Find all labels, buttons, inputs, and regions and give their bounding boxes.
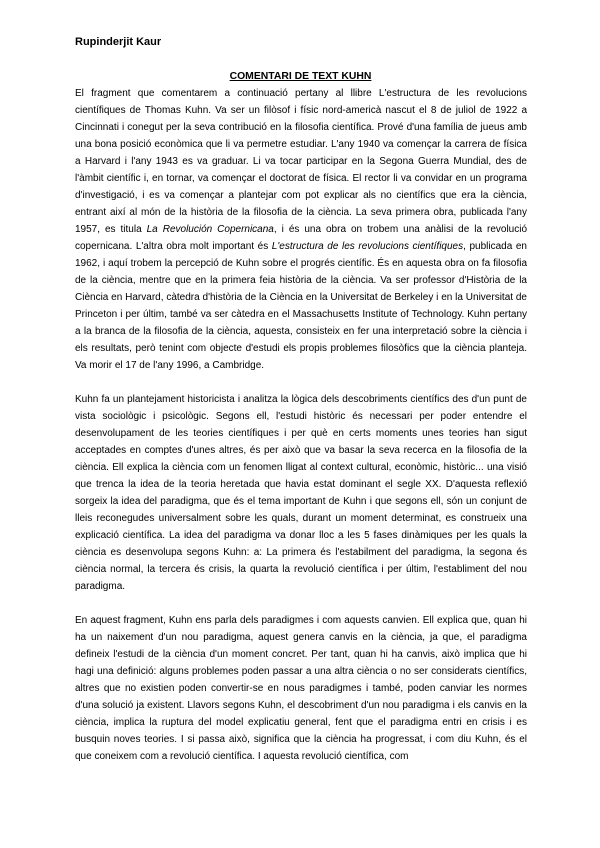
book-title-revolucion-copernicana: La Revolución Copernicana [146,224,274,235]
paragraph-1-text-c: , publicada en 1962, i aquí trobem la percepció de Kuhn sobre el progrés científic. És en aquesta obra on fa filosofia de la ciència, mentre que en la primera feia història de la ciència. Va ser professor d'Història de la Ciència en Harvard, càtedra d'història de la Ciència en la Universitat de Berkeley i en la Universitat de Princeton i per últim, també va ser càtedra en el Massachusetts Institute of Technology. Kuhn pertany a la branca de la filosofia de la ciència, aquesta, consisteix en fer una interpretació sobre la ciència i els resultats, però tenint com objecte d'estudi els propis problemes filosòfics que la ciència planteja. Va morir el 17 de l'any 1996, a Cambridge. [75,241,527,371]
paragraph-1-text-a: El fragment que comentarem a continuació pertany al llibre L'estructura de les revolucions científiques de Thomas Kuhn. Va ser un filòsof i físic nord-americà nascut el 8 de juliol de 1922 a Cincinnati i conegut per la seva contribució en la filosofia científica. Prové d'una família de jueus amb una bona posició econòmica que li va permetre estudiar. L'any 1940 va començar la carrera de física a Harvard i l'any 1943 es va graduar. Li va tocar participar en la Segona Guerra Mundial, des de l'àmbit científic i, en tornar, va començar el doctorat de física. El rector li va convidar en un programa d'investigació, i es va començar a plantejar com pot explicar als no científics que era la ciència, entrant així al món de la història de la filosofia de la ciència. La seva primera obra, publicada l'any 1957, es titula [75,88,527,235]
document-body [75,85,527,765]
paragraph-1-text-b: , i és una obra on trobem una anàlisi de la revolució copernicana. L'altra obra molt important és [75,224,528,252]
paragraph-2: Kuhn fa un plantejament historicista i analitza la lògica dels descobriments científics des d'un punt de vista sociològic i psicològic. Segons ell, l'estudi històric és necessari per poder entendre el desenvolupament de les teories científiques i per què en certs moments unes teories han sigut acceptades en comptes d'unes altres, és per això que va basar la seva recerca en la filosofia de la ciència. Ell explica la ciència com un fenomen lligat al context cultural, econòmic, històric... una visió que trenca la idea de la teoria heretada que havia estat dominant el segle XX. D'aquesta reflexió sorgeix la idea del paradigma, que és el tema important de Kuhn i que segons ell, són un conjunt de lleis reconegudes universalment sobre les quals, durant un moment determinat, es construeix una explicació científica. La idea del paradigma va donar lloc a les 5 fases dinàmiques per les quals la ciència es desenvolupa segons Kuhn: a: La primera és l'estabilment del paradigma, la segona és ciència normal, la tercera és crisis, la quarta la revolució científica i per últim, l'establiment del nou paradigma. [75,394,527,592]
paragraph-1 [75,85,527,374]
book-title-estructura: L'estructura de les revolucions científiques [271,241,464,252]
document-title: COMENTARI DE TEXT KUHN [229,71,372,82]
paragraph-3: En aquest fragment, Kuhn ens parla dels paradigmes i com aquests canvien. Ell explica que, quan hi ha un naixement d'un nou paradigma, aquest genera canvis en la ciència, ja que, el paradigma defineix l'estudi de la ciència d'un moment concret. Per tant, quan hi ha canvis, això implica que hi hagi una definició: alguns problemes poden passar a una altra ciència o no ser considerats científics, altres que no existien poden convertir-se en nous paradigmes i també, poden canviar les normes d'una solució ja existent. Llavors segons Kuhn, el descobriment d'un nou paradigma i els canvis en la ciència, implica la ruptura del model explicatiu general, fent que el paradigma entri en crisis i es busquin noves teories. I si passa això, significa que la ciència ha progressat, i com diu Kuhn, és el que coneixem com a revolució científica. I aquesta revolució científica, com [75,615,527,762]
author-name: Rupinderjit Kaur [75,36,162,48]
